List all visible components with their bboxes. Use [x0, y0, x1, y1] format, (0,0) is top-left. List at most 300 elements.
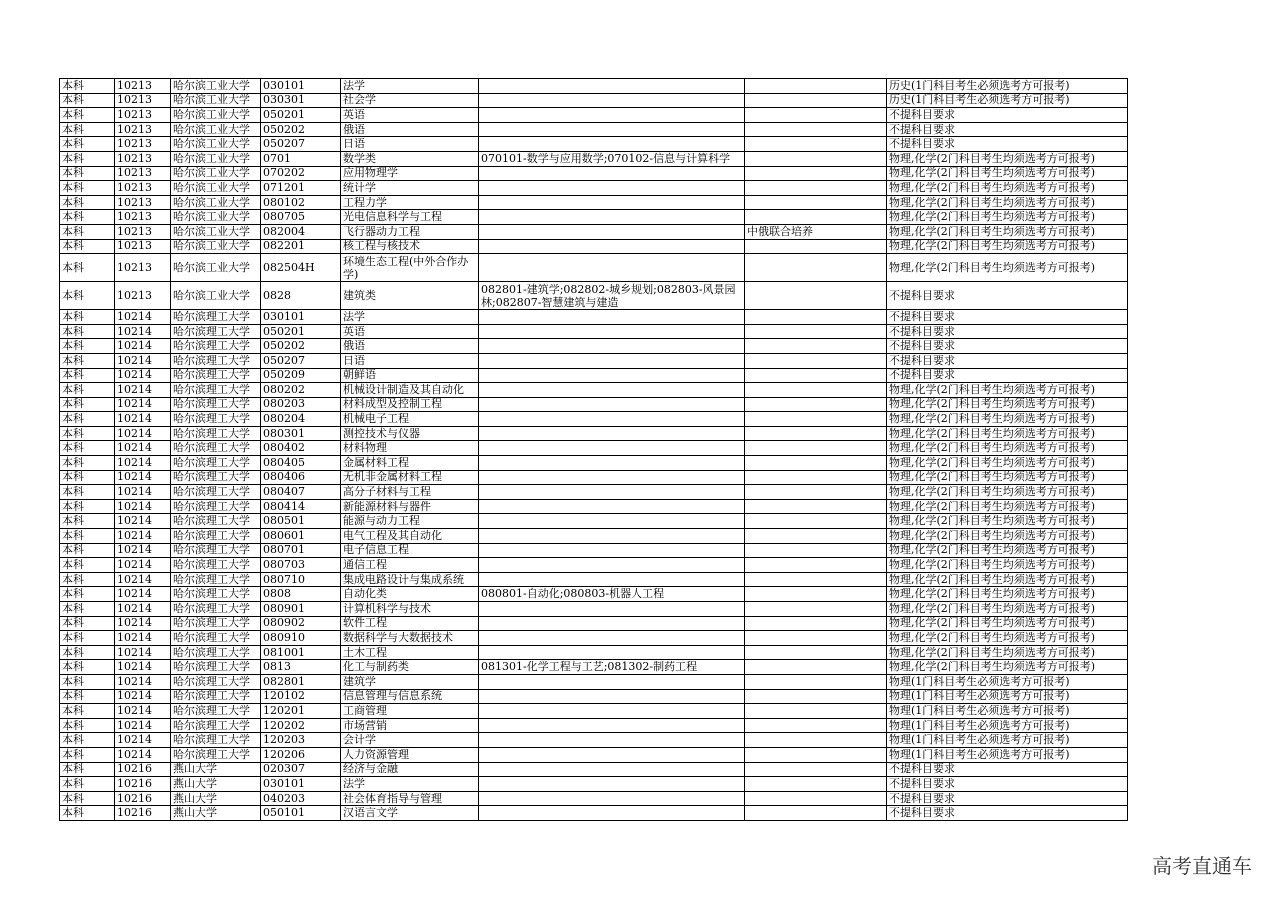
remark-cell	[745, 456, 887, 471]
level-cell: 本科	[60, 353, 115, 368]
school-code-cell: 10213	[115, 122, 171, 137]
included-majors-cell	[479, 470, 745, 485]
major-code-cell: 050202	[261, 339, 341, 354]
major-name-cell: 建筑类	[341, 282, 479, 310]
school-name-cell: 哈尔滨理工大学	[171, 339, 261, 354]
requirement-cell: 不提科目要求	[887, 324, 1128, 339]
remark-cell	[745, 137, 887, 152]
table-row	[60, 181, 1128, 196]
school-name-cell: 哈尔滨理工大学	[171, 529, 261, 544]
school-code-cell: 10214	[115, 470, 171, 485]
major-name-cell: 经济与金融	[341, 762, 479, 777]
school-code-cell: 10214	[115, 353, 171, 368]
requirement-cell: 物理,化学(2门科目考生均须选考方可报考)	[887, 660, 1128, 675]
major-name-cell: 日语	[341, 137, 479, 152]
table-row	[60, 210, 1128, 225]
level-cell: 本科	[60, 485, 115, 500]
included-majors-cell: 080801-自动化;080803-机器人工程	[479, 587, 745, 602]
major-name-cell: 飞行器动力工程	[341, 224, 479, 239]
included-majors-cell	[479, 674, 745, 689]
included-majors-cell	[479, 397, 745, 412]
major-name-cell: 应用物理学	[341, 166, 479, 181]
school-name-cell: 哈尔滨理工大学	[171, 310, 261, 325]
included-majors-cell	[479, 195, 745, 210]
table-row	[60, 93, 1128, 108]
level-cell: 本科	[60, 514, 115, 529]
school-name-cell: 哈尔滨理工大学	[171, 441, 261, 456]
level-cell: 本科	[60, 456, 115, 471]
remark-cell	[745, 777, 887, 792]
requirement-cell: 不提科目要求	[887, 108, 1128, 123]
school-code-cell: 10216	[115, 791, 171, 806]
major-name-cell: 数学类	[341, 151, 479, 166]
school-code-cell: 10213	[115, 195, 171, 210]
major-code-cell: 082801	[261, 674, 341, 689]
table-row	[60, 224, 1128, 239]
school-code-cell: 10214	[115, 441, 171, 456]
school-name-cell: 哈尔滨工业大学	[171, 181, 261, 196]
requirement-cell: 物理,化学(2门科目考生均须选考方可报考)	[887, 470, 1128, 485]
included-majors-cell	[479, 426, 745, 441]
included-majors-cell	[479, 93, 745, 108]
remark-cell	[745, 529, 887, 544]
table-row	[60, 397, 1128, 412]
school-code-cell: 10214	[115, 645, 171, 660]
remark-cell	[745, 514, 887, 529]
remark-cell	[745, 762, 887, 777]
school-name-cell: 哈尔滨工业大学	[171, 224, 261, 239]
school-code-cell: 10214	[115, 747, 171, 762]
major-name-cell: 化工与制药类	[341, 660, 479, 675]
included-majors-cell	[479, 733, 745, 748]
school-name-cell: 哈尔滨工业大学	[171, 166, 261, 181]
level-cell: 本科	[60, 645, 115, 660]
included-majors-cell	[479, 718, 745, 733]
requirement-cell: 不提科目要求	[887, 353, 1128, 368]
requirement-cell: 物理,化学(2门科目考生均须选考方可报考)	[887, 210, 1128, 225]
remark-cell	[745, 470, 887, 485]
table-row	[60, 558, 1128, 573]
major-code-cell: 030101	[261, 310, 341, 325]
school-code-cell: 10214	[115, 587, 171, 602]
major-code-cell: 080910	[261, 631, 341, 646]
table-row	[60, 383, 1128, 398]
school-name-cell: 哈尔滨理工大学	[171, 324, 261, 339]
remark-cell	[745, 733, 887, 748]
included-majors-cell	[479, 79, 745, 94]
included-majors-cell	[479, 383, 745, 398]
level-cell: 本科	[60, 616, 115, 631]
level-cell: 本科	[60, 137, 115, 152]
level-cell: 本科	[60, 166, 115, 181]
included-majors-cell	[479, 224, 745, 239]
school-code-cell: 10213	[115, 239, 171, 254]
school-name-cell: 哈尔滨理工大学	[171, 397, 261, 412]
major-code-cell: 120203	[261, 733, 341, 748]
level-cell: 本科	[60, 122, 115, 137]
remark-cell	[745, 93, 887, 108]
major-code-cell: 050101	[261, 806, 341, 821]
included-majors-cell	[479, 791, 745, 806]
school-code-cell: 10214	[115, 485, 171, 500]
included-majors-cell	[479, 631, 745, 646]
major-code-cell: 040203	[261, 791, 341, 806]
major-name-cell: 能源与动力工程	[341, 514, 479, 529]
major-name-cell: 机械电子工程	[341, 412, 479, 427]
remark-cell	[745, 166, 887, 181]
major-name-cell: 俄语	[341, 339, 479, 354]
major-name-cell: 信息管理与信息系统	[341, 689, 479, 704]
school-name-cell: 哈尔滨工业大学	[171, 254, 261, 282]
school-name-cell: 哈尔滨理工大学	[171, 470, 261, 485]
school-name-cell: 哈尔滨理工大学	[171, 587, 261, 602]
table-row	[60, 791, 1128, 806]
school-name-cell: 哈尔滨理工大学	[171, 631, 261, 646]
included-majors-cell	[479, 514, 745, 529]
table-row	[60, 441, 1128, 456]
school-code-cell: 10214	[115, 339, 171, 354]
school-code-cell: 10214	[115, 558, 171, 573]
requirement-cell: 历史(1门科目考生必须选考方可报考)	[887, 93, 1128, 108]
level-cell: 本科	[60, 791, 115, 806]
requirement-cell: 物理(1门科目考生必须选考方可报考)	[887, 733, 1128, 748]
major-name-cell: 新能源材料与器件	[341, 499, 479, 514]
table-row	[60, 587, 1128, 602]
major-code-cell: 0808	[261, 587, 341, 602]
major-name-cell: 朝鲜语	[341, 368, 479, 383]
remark-cell	[745, 558, 887, 573]
table-row	[60, 806, 1128, 821]
table-body	[60, 79, 1128, 821]
school-code-cell: 10213	[115, 181, 171, 196]
table-row	[60, 79, 1128, 94]
school-code-cell: 10214	[115, 529, 171, 544]
major-code-cell: 080710	[261, 572, 341, 587]
table-row	[60, 166, 1128, 181]
requirement-cell: 物理,化学(2门科目考生均须选考方可报考)	[887, 181, 1128, 196]
school-code-cell: 10213	[115, 79, 171, 94]
level-cell: 本科	[60, 529, 115, 544]
school-code-cell: 10214	[115, 324, 171, 339]
major-name-cell: 机械设计制造及其自动化	[341, 383, 479, 398]
table-row	[60, 339, 1128, 354]
table-row	[60, 426, 1128, 441]
major-code-cell: 050201	[261, 324, 341, 339]
remark-cell	[745, 747, 887, 762]
level-cell: 本科	[60, 224, 115, 239]
school-name-cell: 哈尔滨理工大学	[171, 704, 261, 719]
school-name-cell: 哈尔滨工业大学	[171, 93, 261, 108]
major-code-cell: 080203	[261, 397, 341, 412]
table-row	[60, 689, 1128, 704]
major-name-cell: 会计学	[341, 733, 479, 748]
school-code-cell: 10214	[115, 310, 171, 325]
school-code-cell: 10214	[115, 412, 171, 427]
requirement-cell: 物理(1门科目考生必须选考方可报考)	[887, 704, 1128, 719]
school-name-cell: 哈尔滨理工大学	[171, 456, 261, 471]
major-name-cell: 英语	[341, 324, 479, 339]
school-code-cell: 10214	[115, 733, 171, 748]
school-code-cell: 10214	[115, 616, 171, 631]
table-row	[60, 762, 1128, 777]
major-code-cell: 080301	[261, 426, 341, 441]
major-name-cell: 日语	[341, 353, 479, 368]
table-row	[60, 733, 1128, 748]
remark-cell	[745, 645, 887, 660]
major-code-cell: 080701	[261, 543, 341, 558]
major-code-cell: 080501	[261, 514, 341, 529]
included-majors-cell: 082801-建筑学;082802-城乡规划;082803-风景园林;082807-智慧建筑与建造	[479, 282, 745, 310]
requirement-cell: 历史(1门科目考生必须选考方可报考)	[887, 79, 1128, 94]
included-majors-cell	[479, 339, 745, 354]
major-name-cell: 土木工程	[341, 645, 479, 660]
major-name-cell: 法学	[341, 777, 479, 792]
school-code-cell: 10213	[115, 282, 171, 310]
school-name-cell: 哈尔滨理工大学	[171, 645, 261, 660]
school-code-cell: 10216	[115, 762, 171, 777]
included-majors-cell	[479, 762, 745, 777]
remark-cell	[745, 602, 887, 617]
included-majors-cell	[479, 616, 745, 631]
table-row	[60, 645, 1128, 660]
major-code-cell: 080405	[261, 456, 341, 471]
school-code-cell: 10214	[115, 689, 171, 704]
requirement-cell: 不提科目要求	[887, 310, 1128, 325]
included-majors-cell	[479, 412, 745, 427]
school-code-cell: 10214	[115, 426, 171, 441]
major-name-cell: 数据科学与大数据技术	[341, 631, 479, 646]
subject-requirements-table	[59, 78, 1128, 821]
school-name-cell: 哈尔滨理工大学	[171, 485, 261, 500]
requirement-cell: 不提科目要求	[887, 806, 1128, 821]
school-code-cell: 10214	[115, 674, 171, 689]
remark-cell	[745, 426, 887, 441]
table-row	[60, 310, 1128, 325]
level-cell: 本科	[60, 602, 115, 617]
included-majors-cell	[479, 122, 745, 137]
included-majors-cell	[479, 239, 745, 254]
school-code-cell: 10214	[115, 704, 171, 719]
major-code-cell: 080102	[261, 195, 341, 210]
major-code-cell: 050207	[261, 137, 341, 152]
remark-cell	[745, 397, 887, 412]
included-majors-cell	[479, 543, 745, 558]
table-row	[60, 108, 1128, 123]
major-name-cell: 法学	[341, 79, 479, 94]
major-code-cell: 080406	[261, 470, 341, 485]
requirement-cell: 物理,化学(2门科目考生均须选考方可报考)	[887, 412, 1128, 427]
school-code-cell: 10216	[115, 806, 171, 821]
requirement-cell: 物理,化学(2门科目考生均须选考方可报考)	[887, 151, 1128, 166]
included-majors-cell	[479, 777, 745, 792]
major-name-cell: 电气工程及其自动化	[341, 529, 479, 544]
level-cell: 本科	[60, 704, 115, 719]
major-code-cell: 120201	[261, 704, 341, 719]
major-name-cell: 工商管理	[341, 704, 479, 719]
major-code-cell: 070202	[261, 166, 341, 181]
major-name-cell: 工程力学	[341, 195, 479, 210]
requirement-cell: 物理,化学(2门科目考生均须选考方可报考)	[887, 456, 1128, 471]
major-code-cell: 080901	[261, 602, 341, 617]
level-cell: 本科	[60, 210, 115, 225]
remark-cell	[745, 239, 887, 254]
table-row	[60, 122, 1128, 137]
requirement-cell: 不提科目要求	[887, 762, 1128, 777]
requirement-cell: 不提科目要求	[887, 122, 1128, 137]
major-code-cell: 020307	[261, 762, 341, 777]
requirement-cell: 物理,化学(2门科目考生均须选考方可报考)	[887, 485, 1128, 500]
remark-cell	[745, 689, 887, 704]
school-name-cell: 哈尔滨工业大学	[171, 151, 261, 166]
major-code-cell: 080202	[261, 383, 341, 398]
school-code-cell: 10213	[115, 166, 171, 181]
major-name-cell: 计算机科学与技术	[341, 602, 479, 617]
remark-cell	[745, 324, 887, 339]
table-row	[60, 514, 1128, 529]
table-row	[60, 747, 1128, 762]
level-cell: 本科	[60, 674, 115, 689]
school-name-cell: 哈尔滨理工大学	[171, 558, 261, 573]
major-name-cell: 材料物理	[341, 441, 479, 456]
remark-cell	[745, 195, 887, 210]
major-code-cell: 050202	[261, 122, 341, 137]
watermark-logo-text: 高考直通车	[1152, 854, 1252, 878]
included-majors-cell: 070101-数学与应用数学;070102-信息与计算科学	[479, 151, 745, 166]
major-name-cell: 材料成型及控制工程	[341, 397, 479, 412]
table-row	[60, 239, 1128, 254]
included-majors-cell	[479, 704, 745, 719]
major-code-cell: 050201	[261, 108, 341, 123]
requirement-cell: 物理,化学(2门科目考生均须选考方可报考)	[887, 587, 1128, 602]
major-name-cell: 无机非金属材料工程	[341, 470, 479, 485]
major-code-cell: 080204	[261, 412, 341, 427]
level-cell: 本科	[60, 397, 115, 412]
level-cell: 本科	[60, 412, 115, 427]
remark-cell	[745, 339, 887, 354]
school-name-cell: 哈尔滨理工大学	[171, 718, 261, 733]
requirement-cell: 物理,化学(2门科目考生均须选考方可报考)	[887, 166, 1128, 181]
major-code-cell: 030101	[261, 777, 341, 792]
remark-cell	[745, 368, 887, 383]
included-majors-cell	[479, 137, 745, 152]
school-code-cell: 10213	[115, 151, 171, 166]
remark-cell	[745, 631, 887, 646]
requirement-cell: 物理(1门科目考生必须选考方可报考)	[887, 747, 1128, 762]
level-cell: 本科	[60, 79, 115, 94]
table-row	[60, 631, 1128, 646]
remark-cell	[745, 310, 887, 325]
school-name-cell: 燕山大学	[171, 762, 261, 777]
remark-cell	[745, 151, 887, 166]
included-majors-cell	[479, 166, 745, 181]
school-code-cell: 10214	[115, 368, 171, 383]
table-row	[60, 660, 1128, 675]
major-code-cell: 080703	[261, 558, 341, 573]
major-name-cell: 社会体育指导与管理	[341, 791, 479, 806]
included-majors-cell	[479, 353, 745, 368]
table-row	[60, 324, 1128, 339]
remark-cell	[745, 353, 887, 368]
major-name-cell: 软件工程	[341, 616, 479, 631]
level-cell: 本科	[60, 587, 115, 602]
school-code-cell: 10213	[115, 254, 171, 282]
level-cell: 本科	[60, 324, 115, 339]
major-name-cell: 高分子材料与工程	[341, 485, 479, 500]
school-name-cell: 哈尔滨理工大学	[171, 602, 261, 617]
major-name-cell: 汉语言文学	[341, 806, 479, 821]
school-name-cell: 哈尔滨工业大学	[171, 195, 261, 210]
major-name-cell: 英语	[341, 108, 479, 123]
requirement-cell: 物理(1门科目考生必须选考方可报考)	[887, 689, 1128, 704]
included-majors-cell	[479, 499, 745, 514]
requirement-cell: 不提科目要求	[887, 777, 1128, 792]
included-majors-cell	[479, 324, 745, 339]
school-name-cell: 哈尔滨理工大学	[171, 412, 261, 427]
remark-cell	[745, 704, 887, 719]
requirement-cell: 物理,化学(2门科目考生均须选考方可报考)	[887, 426, 1128, 441]
school-name-cell: 哈尔滨理工大学	[171, 674, 261, 689]
level-cell: 本科	[60, 806, 115, 821]
remark-cell	[745, 543, 887, 558]
school-name-cell: 哈尔滨理工大学	[171, 689, 261, 704]
remark-cell	[745, 282, 887, 310]
requirement-cell: 物理,化学(2门科目考生均须选考方可报考)	[887, 195, 1128, 210]
included-majors-cell	[479, 747, 745, 762]
major-code-cell: 050209	[261, 368, 341, 383]
level-cell: 本科	[60, 689, 115, 704]
requirement-cell: 物理,化学(2门科目考生均须选考方可报考)	[887, 529, 1128, 544]
requirement-cell: 物理,化学(2门科目考生均须选考方可报考)	[887, 441, 1128, 456]
school-name-cell: 哈尔滨理工大学	[171, 368, 261, 383]
major-code-cell: 082201	[261, 239, 341, 254]
major-code-cell: 080402	[261, 441, 341, 456]
requirement-cell: 不提科目要求	[887, 282, 1128, 310]
school-code-cell: 10214	[115, 456, 171, 471]
school-name-cell: 哈尔滨工业大学	[171, 282, 261, 310]
school-name-cell: 哈尔滨工业大学	[171, 108, 261, 123]
table-row	[60, 602, 1128, 617]
major-name-cell: 核工程与核技术	[341, 239, 479, 254]
included-majors-cell	[479, 210, 745, 225]
remark-cell	[745, 254, 887, 282]
included-majors-cell	[479, 602, 745, 617]
school-name-cell: 燕山大学	[171, 777, 261, 792]
remark-cell	[745, 383, 887, 398]
table-row	[60, 777, 1128, 792]
school-name-cell: 哈尔滨理工大学	[171, 383, 261, 398]
school-name-cell: 哈尔滨理工大学	[171, 572, 261, 587]
level-cell: 本科	[60, 310, 115, 325]
table-row	[60, 456, 1128, 471]
requirement-cell: 物理,化学(2门科目考生均须选考方可报考)	[887, 572, 1128, 587]
school-name-cell: 哈尔滨理工大学	[171, 660, 261, 675]
level-cell: 本科	[60, 368, 115, 383]
major-code-cell: 080902	[261, 616, 341, 631]
remark-cell	[745, 412, 887, 427]
major-name-cell: 统计学	[341, 181, 479, 196]
school-code-cell: 10213	[115, 137, 171, 152]
major-code-cell: 0813	[261, 660, 341, 675]
requirement-cell: 物理,化学(2门科目考生均须选考方可报考)	[887, 616, 1128, 631]
major-code-cell: 050207	[261, 353, 341, 368]
level-cell: 本科	[60, 93, 115, 108]
included-majors-cell	[479, 558, 745, 573]
requirement-cell: 物理,化学(2门科目考生均须选考方可报考)	[887, 543, 1128, 558]
level-cell: 本科	[60, 108, 115, 123]
included-majors-cell	[479, 368, 745, 383]
table-row	[60, 572, 1128, 587]
school-code-cell: 10214	[115, 397, 171, 412]
